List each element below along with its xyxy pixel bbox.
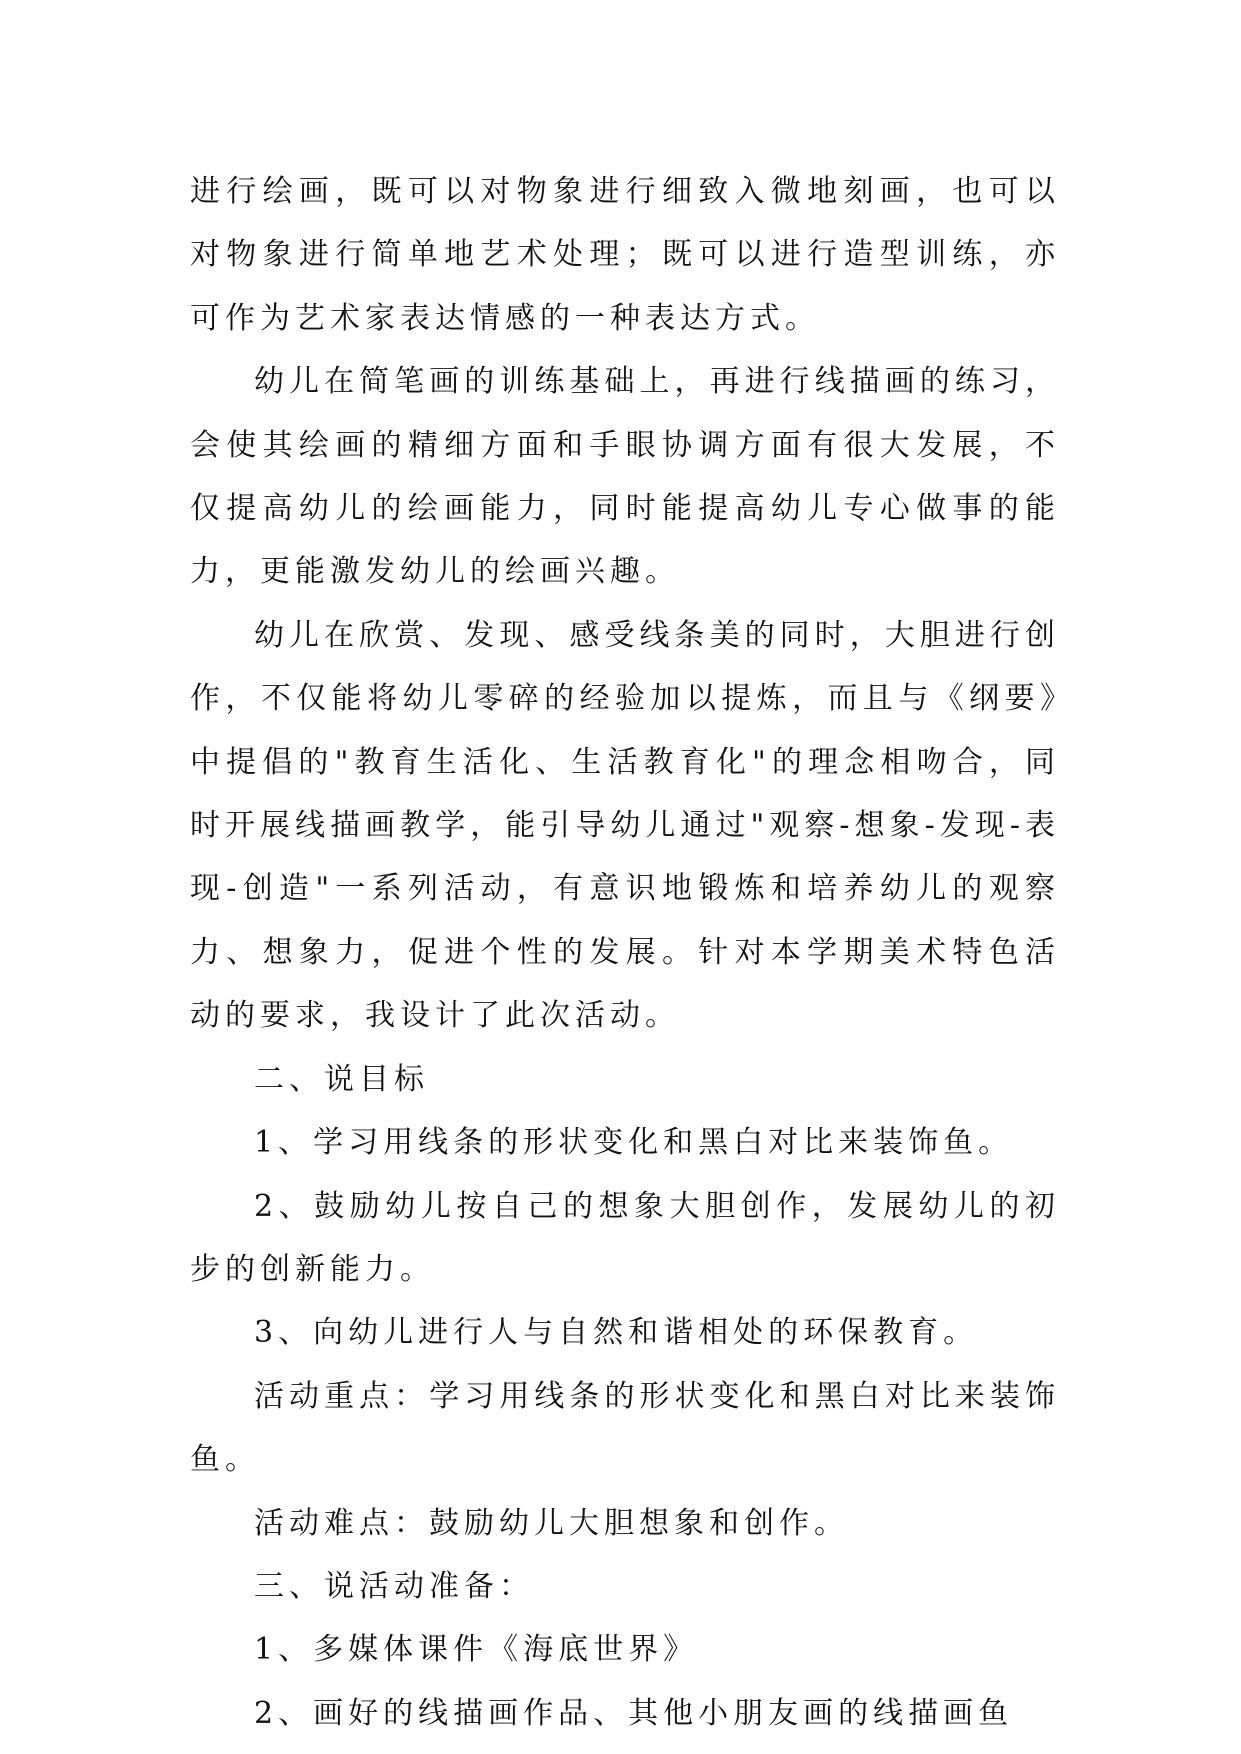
preparation-item-2: 2、画好的线描画作品、其他小朋友画的线描画鱼: [254, 1695, 1014, 1731]
paragraph-practice-benefits: 幼儿在简笔画的训练基础上，再进行线描画的练习，会使其绘画的精细方面和手眼协调方面有很大发展，不仅提高幼儿的绘画能力，同时能提高幼儿专心做事的能力，更能激发幼儿的绘画兴趣。: [190, 364, 1060, 590]
goal-item-2: 2、鼓励幼儿按自己的想象大胆创作，发展幼儿的初步的创新能力。: [190, 1188, 1060, 1287]
section-heading-goals: 二、说目标: [254, 1061, 429, 1097]
activity-difficulty: 活动难点：鼓励幼儿大胆想象和创作。: [254, 1505, 849, 1541]
document-body: [190, 160, 1060, 1745]
activity-key-point: 活动重点：学习用线条的形状变化和黑白对比来装饰鱼。: [190, 1378, 1060, 1478]
section-heading-preparation: 三、说活动准备：: [254, 1568, 534, 1604]
paragraph-activity-rationale: 幼儿在欣赏、发现、感受线条美的同时，大胆进行创作，不仅能将幼儿零碎的经验加以提炼，而且与《纲要》中提倡的"教育生活化、生活教育化"的理念相吻合，同时开展线描画教学，能引导幼儿通过"观察-想象-发现-表现-创造"一系列活动，有意识地锻炼和培养幼儿的观察力、想象力，促进个性的发展。针对本学期美术特色活动的要求，我设计了此次活动。: [190, 617, 1060, 1034]
paragraph-continuation: 进行绘画，既可以对物象进行细致入微地刻画，也可以对物象进行简单地艺术处理；既可以进行造型训练，亦可作为艺术家表达情感的一种表达方式。: [190, 174, 1060, 336]
preparation-item-1: 1、多媒体课件《海底世界》: [254, 1632, 699, 1668]
goal-item-1: 1、学习用线条的形状变化和黑白对比来装饰鱼。: [254, 1125, 1014, 1161]
goal-item-3: 3、向幼儿进行人与自然和谐相处的环保教育。: [254, 1315, 979, 1351]
